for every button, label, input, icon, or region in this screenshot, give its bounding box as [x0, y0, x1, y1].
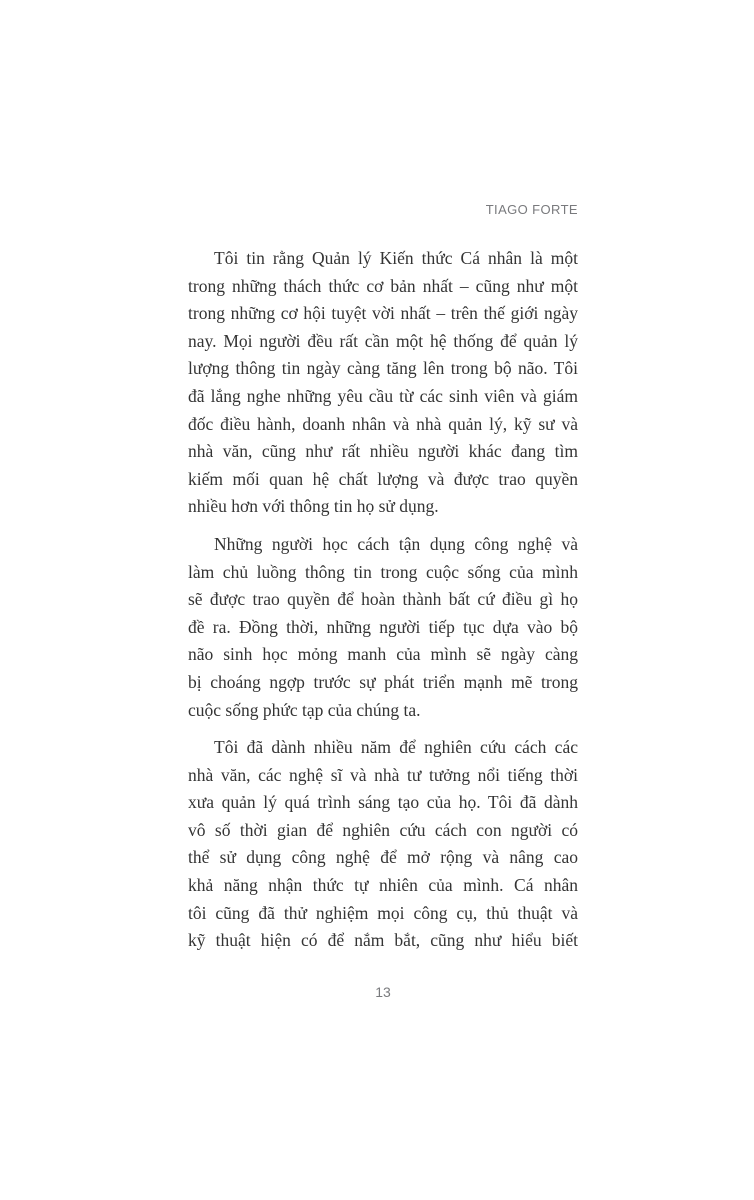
running-header: TIAGO FORTE: [485, 202, 578, 217]
text-line: Những người học cách tận dụng công nghệ và: [214, 533, 578, 554]
text-line: làm chủ luồng thông tin trong cuộc sống của mình: [188, 561, 578, 582]
text-line: nhà văn, các nghệ sĩ và nhà tư tưởng nổi tiếng thời: [188, 764, 578, 785]
text-line: lượng thông tin ngày càng tăng lên trong bộ não. Tôi: [188, 358, 578, 379]
text-line: vô số thời gian để nghiên cứu cách con người có: [188, 819, 578, 840]
text-line: cuộc sống phức tạp của chúng ta.: [188, 699, 421, 720]
paragraph: [188, 734, 578, 955]
text-line: kiếm mối quan hệ chất lượng và được trao quyền: [188, 468, 578, 489]
page-number: 13: [375, 984, 391, 1000]
text-line: não sinh học mỏng manh của mình sẽ ngày càng: [188, 644, 578, 665]
paragraph: [188, 245, 578, 521]
text-line: khả năng nhận thức tự nhiên của mình. Cá nhân: [188, 875, 578, 896]
text-line: nhiều hơn với thông tin họ sử dụng.: [188, 496, 439, 517]
text-block: [188, 245, 578, 965]
text-line: Tôi tin rằng Quản lý Kiến thức Cá nhân là một: [214, 248, 578, 268]
text-line: sẽ được trao quyền để hoàn thành bất cứ điều gì họ: [188, 589, 578, 610]
text-line: thể sử dụng công nghệ để mở rộng và nâng cao: [188, 847, 578, 868]
text-line: bị choáng ngợp trước sự phát triển mạnh mẽ trong: [188, 671, 578, 692]
text-line: đề ra. Đồng thời, những người tiếp tục dựa vào bộ: [188, 616, 578, 637]
text-line: đốc điều hành, doanh nhân và nhà quản lý, kỹ sư và: [188, 413, 578, 434]
paragraph: [188, 531, 578, 724]
text-line: Tôi đã dành nhiều năm để nghiên cứu cách các: [214, 737, 578, 758]
text-line: kỹ thuật hiện có để nắm bắt, cũng như hiểu biết: [188, 930, 578, 951]
text-line: nay. Mọi người đều rất cần một hệ thống để quản lý: [188, 330, 578, 351]
text-line: xưa quản lý quá trình sáng tạo của họ. Tôi đã dành: [188, 792, 578, 813]
text-line: nhà văn, cũng như rất nhiều người khác đang tìm: [188, 441, 578, 462]
text-line: đã lắng nghe những yêu cầu từ các sinh viên và giám: [188, 385, 578, 406]
text-line: trong những thách thức cơ bản nhất – cũng như một: [188, 275, 578, 296]
text-line: tôi cũng đã thử nghiệm mọi công cụ, thủ thuật và: [188, 902, 578, 923]
text-line: trong những cơ hội tuyệt vời nhất – trên thế giới ngày: [188, 303, 578, 324]
